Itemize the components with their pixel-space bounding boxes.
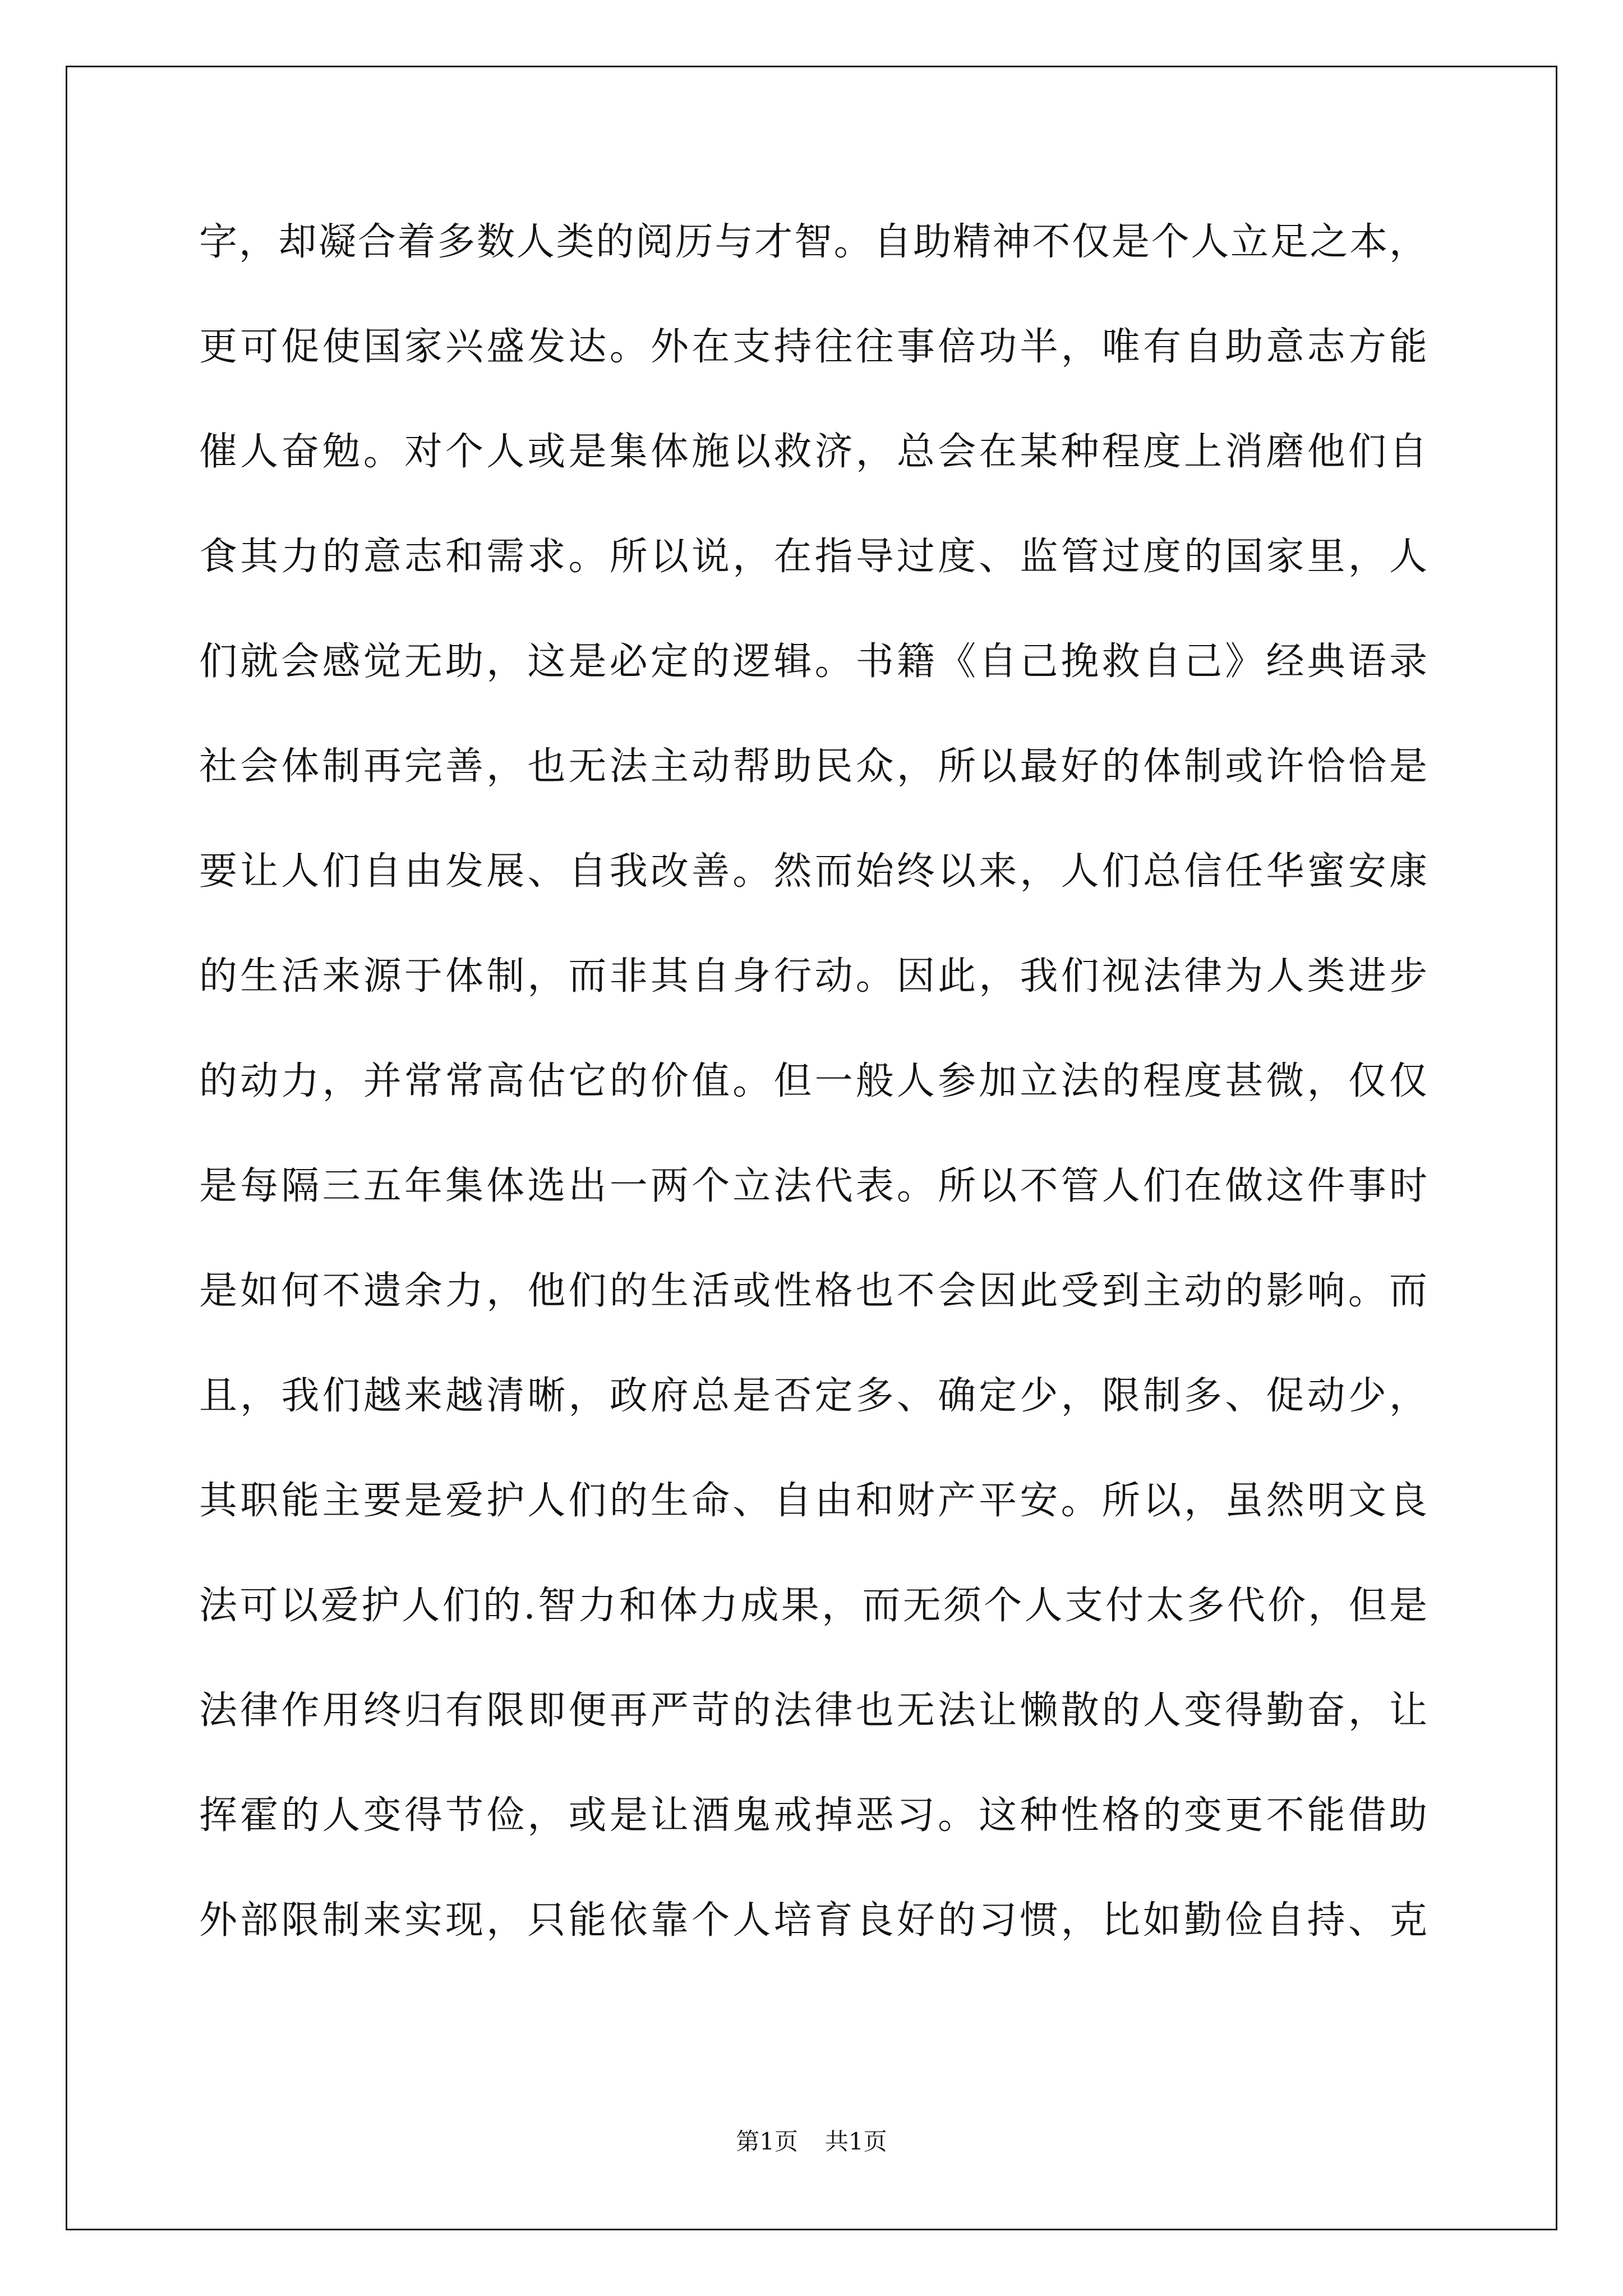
text-line-12: 且，我们越来越清晰，政府总是否定多、确定少，限制多、促动少， bbox=[199, 1374, 1427, 1418]
text-line-15: 法律作用终归有限即便再严苛的法律也无法让懒散的人变得勤奋，让 bbox=[199, 1688, 1427, 1733]
text-line-5: 们就会感觉无助，这是必定的逻辑。书籍《自己挽救自己》经典语录 bbox=[199, 639, 1427, 684]
page-total: 共1页 bbox=[825, 2128, 887, 2155]
text-line-9: 的动力，并常常高估它的价值。但一般人参加立法的程度甚微，仅仅 bbox=[199, 1059, 1427, 1103]
text-line-17: 外部限制来实现，只能依靠个人培育良好的习惯，比如勤俭自持、克 bbox=[199, 1898, 1427, 1943]
text-line-13: 其职能主要是爱护人们的生命、自由和财产平安。所以，虽然明文良 bbox=[199, 1479, 1427, 1523]
text-line-7: 要让人们自由发展、自我改善。然而始终以来，人们总信任华蜜安康 bbox=[199, 849, 1427, 894]
text-line-3: 催人奋勉。对个人或是集体施以救济，总会在某种程度上消磨他们自 bbox=[199, 430, 1427, 474]
text-line-10: 是每隔三五年集体选出一两个立法代表。所以不管人们在做这件事时 bbox=[199, 1164, 1427, 1208]
text-line-1: 字，却凝合着多数人类的阅历与才智。自助精神不仅是个人立足之本， bbox=[199, 220, 1427, 264]
body-text bbox=[199, 209, 1427, 1992]
text-line-8: 的生活来源于体制，而非其自身行动。因此，我们视法律为人类进步 bbox=[199, 954, 1427, 999]
page-footer bbox=[0, 2125, 1623, 2159]
text-line-2: 更可促使国家兴盛发达。外在支持往往事倍功半，唯有自助意志方能 bbox=[199, 325, 1427, 369]
text-line-16: 挥霍的人变得节俭，或是让酒鬼戒掉恶习。这种性格的变更不能借助 bbox=[199, 1793, 1427, 1838]
text-line-11: 是如何不遗余力，他们的生活或性格也不会因此受到主动的影响。而 bbox=[199, 1269, 1427, 1313]
text-line-14: 法可以爱护人们的.智力和体力成果，而无须个人支付太多代价，但是 bbox=[199, 1584, 1427, 1628]
page-number: 第1页 bbox=[736, 2128, 798, 2155]
text-line-6: 社会体制再完善，也无法主动帮助民众，所以最好的体制或许恰恰是 bbox=[199, 744, 1427, 789]
text-line-4: 食其力的意志和需求。所以说，在指导过度、监管过度的国家里，人 bbox=[199, 535, 1427, 579]
